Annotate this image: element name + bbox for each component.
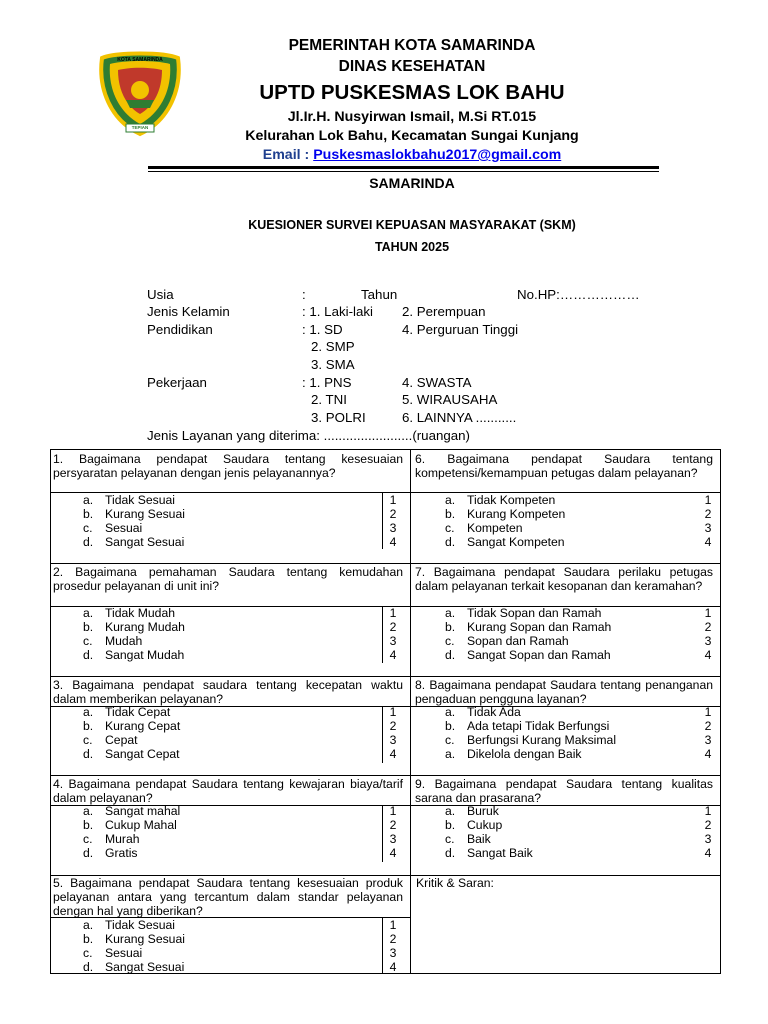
occupation-option-6[interactable]: 6. LAINNYA ........... — [402, 410, 517, 425]
option-score: 1 — [389, 804, 397, 818]
question-option[interactable] — [83, 733, 138, 747]
header-department: DINAS KESEHATAN — [338, 58, 486, 75]
question-option[interactable] — [83, 493, 175, 507]
gender-label: Jenis Kelamin — [147, 304, 230, 319]
question-option[interactable] — [83, 535, 184, 549]
option-score: 4 — [704, 747, 712, 761]
question-option[interactable] — [83, 719, 180, 733]
option-score: 3 — [704, 832, 712, 846]
question-option[interactable] — [83, 832, 140, 846]
question-4-text: 7. Bagaimana pendapat Saudara perilaku petugas dalam pelayanan terkait kesopanan dan keramahan? — [415, 565, 713, 593]
option-label: Sesuai — [105, 946, 143, 960]
option-letter: b. — [445, 620, 456, 634]
option-letter: c. — [83, 946, 93, 960]
option-label: Dikelola dengan Baik — [467, 747, 582, 761]
education-option-3[interactable]: 3. SMA — [311, 357, 355, 372]
age-colon: : — [302, 287, 306, 302]
gender-option-2[interactable]: 2. Perempuan — [402, 304, 486, 319]
education-option-2[interactable]: 2. SMP — [311, 339, 355, 354]
question-option[interactable] — [83, 818, 177, 832]
option-letter: d. — [83, 747, 94, 761]
option-score: 2 — [704, 620, 712, 634]
row-divider — [51, 676, 720, 677]
question-option[interactable] — [83, 747, 180, 761]
option-score: 3 — [704, 521, 712, 535]
option-label: Baik — [467, 832, 491, 846]
question-3-text: 2. Bagaimana pemahaman Saudara tentang kemudahan prosedur pelayanan di unit ini? — [53, 565, 403, 593]
option-label: Kurang Kompeten — [467, 507, 566, 521]
option-score: 3 — [389, 832, 397, 846]
option-letter: b. — [83, 620, 94, 634]
option-label: Murah — [105, 832, 140, 846]
option-letter: d. — [445, 846, 456, 860]
option-letter: c. — [445, 832, 455, 846]
option-label: Tidak Mudah — [105, 606, 176, 620]
header-address-2: Kelurahan Lok Bahu, Kecamatan Sungai Kunjang — [245, 128, 579, 144]
question-option[interactable] — [445, 719, 609, 733]
row-divider — [51, 775, 720, 776]
option-letter: a. — [83, 918, 94, 932]
option-label: Sopan dan Ramah — [467, 634, 569, 648]
occupation-option-2[interactable]: 2. TNI — [311, 392, 347, 407]
header-divider-thin — [148, 171, 659, 172]
occupation-option-3[interactable]: 3. POLRI — [311, 410, 366, 425]
option-letter: d. — [445, 648, 456, 662]
option-letter: b. — [445, 818, 456, 832]
question-1-text: 1. Bagaimana pendapat Saudara tentang kesesuaian persyaratan pelayanan dengan jenis pelayanannya? — [53, 452, 403, 480]
education-option-1[interactable]: : 1. SD — [302, 322, 343, 337]
option-letter: b. — [83, 719, 94, 733]
email-link[interactable]: Puskesmaslokbahu2017@gmail.com — [313, 147, 562, 163]
option-score: 1 — [704, 606, 712, 620]
occupation-option-4[interactable]: 4. SWASTA — [402, 375, 472, 390]
question-option[interactable] — [445, 606, 601, 620]
option-letter: b. — [445, 507, 456, 521]
question-option[interactable] — [83, 804, 180, 818]
option-label: Kurang Sopan dan Ramah — [467, 620, 612, 634]
age-unit: Tahun — [361, 287, 398, 302]
option-label: Cepat — [105, 733, 138, 747]
option-label: Sangat Cepat — [105, 747, 180, 761]
question-option[interactable] — [83, 932, 185, 946]
option-label: Sangat Baik — [467, 846, 533, 860]
question-option[interactable] — [445, 818, 502, 832]
option-score: 1 — [389, 705, 397, 719]
option-label: Ada tetapi Tidak Berfungsi — [467, 719, 610, 733]
option-score: 3 — [389, 521, 397, 535]
question-option[interactable] — [445, 507, 565, 521]
age-label: Usia — [147, 287, 174, 302]
question-option[interactable] — [445, 832, 491, 846]
question-option[interactable] — [445, 535, 565, 549]
gender-option-1[interactable]: : 1. Laki-laki — [302, 304, 373, 319]
option-label: Mudah — [105, 634, 143, 648]
option-score: 2 — [704, 818, 712, 832]
option-score: 3 — [389, 733, 397, 747]
option-score: 1 — [389, 493, 397, 507]
option-label: Tidak Ada — [467, 705, 521, 719]
option-score: 4 — [704, 535, 712, 549]
option-score: 1 — [389, 606, 397, 620]
option-score: 1 — [704, 804, 712, 818]
question-option[interactable] — [445, 733, 616, 747]
option-score: 1 — [704, 493, 712, 507]
question-option[interactable] — [445, 648, 611, 662]
table-center-divider — [410, 450, 411, 973]
option-letter: d. — [83, 535, 94, 549]
service-type-field[interactable]: Jenis Layanan yang diterima: ........................(ruangan) — [147, 428, 470, 443]
option-letter: c. — [445, 521, 455, 535]
option-score: 1 — [389, 918, 397, 932]
occupation-label: Pekerjaan — [147, 375, 207, 390]
question-option[interactable] — [83, 946, 142, 960]
option-letter: a. — [445, 747, 456, 761]
question-6-text: 8. Bagaimana pendapat Saudara tentang penanganan pengaduan pengguna layanan? — [415, 678, 713, 706]
option-score: 3 — [704, 733, 712, 747]
question-option[interactable] — [83, 620, 185, 634]
option-letter: c. — [445, 634, 455, 648]
option-label: Sangat Mudah — [105, 648, 185, 662]
question-5-text: 3. Bagaimana pendapat saudara tentang kecepatan waktu dalam memberikan pelayanan? — [53, 678, 403, 706]
occupation-option-1[interactable]: : 1. PNS — [302, 375, 352, 390]
question-option[interactable] — [83, 634, 142, 648]
question-option[interactable] — [83, 705, 170, 719]
option-letter: b. — [445, 719, 456, 733]
option-label: Kompeten — [467, 521, 523, 535]
question-8-text: 9. Bagaimana pendapat Saudara tentang kualitas sarana dan prasarana? — [415, 777, 713, 805]
option-score: 4 — [389, 846, 397, 860]
option-letter: d. — [83, 648, 94, 662]
option-label: Buruk — [467, 804, 499, 818]
option-letter: a. — [83, 493, 94, 507]
question-9-text: 5. Bagaimana pendapat Saudara tentang kesesuaian produk pelayanan antara yang tercantum dalam standar pelayanan dengan hal yang diberikan? — [53, 876, 403, 918]
option-score: 3 — [389, 946, 397, 960]
option-label: Sesuai — [105, 521, 143, 535]
option-score: 2 — [389, 719, 397, 733]
question-option[interactable] — [83, 606, 175, 620]
occupation-option-5[interactable]: 5. WIRAUSAHA — [402, 392, 498, 407]
option-letter: a. — [445, 804, 456, 818]
option-label: Kurang Sesuai — [105, 932, 185, 946]
survey-title: KUESIONER SURVEI KEPUASAN MASYARAKAT (SKM) — [248, 218, 576, 232]
option-label: Gratis — [105, 846, 138, 860]
option-letter: c. — [83, 521, 93, 535]
question-option[interactable] — [445, 521, 523, 535]
phone-field[interactable]: No.HP:……………… — [517, 287, 640, 302]
question-option[interactable] — [83, 521, 142, 535]
option-label: Tidak Sopan dan Ramah — [467, 606, 602, 620]
option-letter: a. — [83, 606, 94, 620]
option-label: Sangat Sopan dan Ramah — [467, 648, 611, 662]
option-label: Kurang Mudah — [105, 620, 185, 634]
option-label: Sangat mahal — [105, 804, 181, 818]
education-label: Pendidikan — [147, 322, 213, 337]
option-label: Sangat Sesuai — [105, 960, 185, 974]
question-option[interactable] — [83, 846, 138, 860]
option-label: Kurang Sesuai — [105, 507, 185, 521]
option-score: 4 — [389, 535, 397, 549]
kritik-saran-label: Kritik & Saran: — [416, 876, 494, 890]
logo-text: KOTA SAMARINDA — [117, 57, 163, 63]
option-score: 2 — [389, 818, 397, 832]
option-letter: a. — [445, 705, 456, 719]
header-city: SAMARINDA — [369, 175, 455, 191]
option-label: Sangat Kompeten — [467, 535, 565, 549]
option-letter: b. — [83, 507, 94, 521]
question-option[interactable] — [445, 747, 582, 761]
option-letter: c. — [83, 832, 93, 846]
option-score: 2 — [389, 620, 397, 634]
option-letter: a. — [83, 705, 94, 719]
option-letter: d. — [445, 535, 456, 549]
education-option-4[interactable]: 4. Perguruan Tinggi — [402, 322, 519, 337]
option-label: Tidak Kompeten — [467, 493, 556, 507]
header-title: UPTD PUSKESMAS LOK BAHU — [259, 81, 565, 104]
question-option[interactable] — [83, 960, 184, 974]
option-letter: a. — [83, 804, 94, 818]
row-divider — [51, 563, 720, 564]
option-score: 2 — [704, 719, 712, 733]
option-score: 4 — [389, 648, 397, 662]
option-letter: c. — [445, 733, 455, 747]
option-score: 4 — [389, 747, 397, 761]
option-score: 2 — [389, 932, 397, 946]
option-letter: c. — [83, 733, 93, 747]
option-letter: b. — [83, 818, 94, 832]
header-email — [160, 147, 664, 163]
option-letter: a. — [445, 606, 456, 620]
option-score: 2 — [389, 507, 397, 521]
option-letter: d. — [83, 846, 94, 860]
option-label: Sangat Sesuai — [105, 535, 185, 549]
option-label: Berfungsi Kurang Maksimal — [467, 733, 617, 747]
option-score: 4 — [704, 648, 712, 662]
question-option[interactable] — [445, 493, 555, 507]
option-label: Cukup — [467, 818, 503, 832]
question-option[interactable] — [445, 620, 611, 634]
question-option[interactable] — [445, 846, 533, 860]
option-letter: b. — [83, 932, 94, 946]
option-letter: a. — [445, 493, 456, 507]
option-letter: d. — [83, 960, 94, 974]
question-option[interactable] — [83, 918, 175, 932]
header-divider — [148, 166, 659, 169]
option-score: 4 — [704, 846, 712, 860]
option-score: 3 — [704, 634, 712, 648]
survey-year: TAHUN 2025 — [374, 240, 450, 254]
question-option[interactable] — [445, 705, 521, 719]
question-option[interactable] — [83, 648, 184, 662]
option-label: Kurang Cepat — [105, 719, 181, 733]
option-label: Tidak Sesuai — [105, 918, 176, 932]
option-letter: c. — [83, 634, 93, 648]
option-label: Cukup Mahal — [105, 818, 177, 832]
question-option[interactable] — [83, 507, 185, 521]
header-address-1: Jl.Ir.H. Nusyirwan Ismail, M.Si RT.015 — [287, 109, 537, 125]
header-government: PEMERINTAH KOTA SAMARINDA — [288, 37, 536, 54]
option-score: 3 — [389, 634, 397, 648]
option-score: 1 — [704, 705, 712, 719]
logo-ribbon-text: TEPIAN — [131, 125, 149, 130]
option-label: Tidak Cepat — [105, 705, 171, 719]
question-2-text: 6. Bagaimana pendapat Saudara tentang kompetensi/kemampuan petugas dalam pelayanan? — [415, 452, 713, 480]
email-label: Email : — [262, 147, 314, 163]
question-option[interactable] — [445, 634, 569, 648]
option-score: 2 — [704, 507, 712, 521]
question-7-text: 4. Bagaimana pendapat Saudara tentang kewajaran biaya/tarif dalam pelayanan? — [53, 777, 403, 805]
question-option[interactable] — [445, 804, 499, 818]
option-score: 4 — [389, 960, 397, 974]
option-label: Tidak Sesuai — [105, 493, 176, 507]
